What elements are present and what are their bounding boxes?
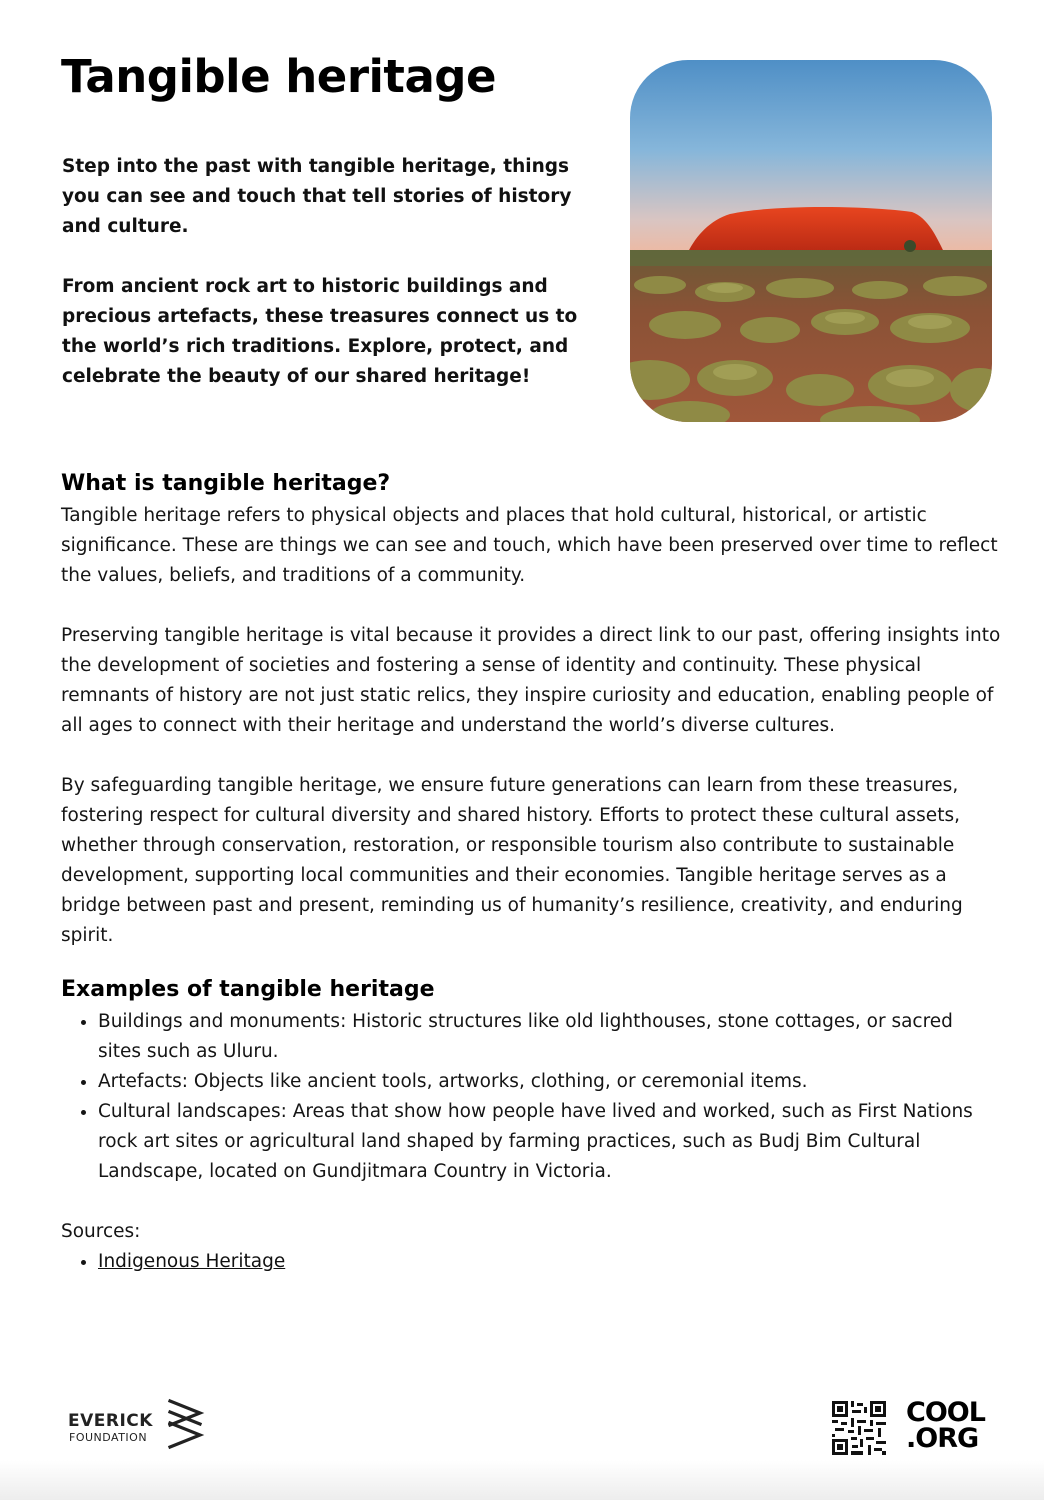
- cool-org-logo: [906, 1397, 996, 1454]
- cool-logo-line2: .ORG: [906, 1423, 979, 1454]
- intro-paragraph-2: From ancient rock art to historic buildings and precious artefacts, these treasures connect us to the world’s rich traditions. Explore, protect, and celebrate the beauty of our shared heritage!: [62, 276, 578, 387]
- main-content: [61, 467, 1001, 1277]
- section1-paragraph: By safeguarding tangible heritage, we ensure future generations can learn from these treasures, fostering respect for cultural diversity and shared history. Efforts to protect these cultural assets, whether through conservation, restoration, or responsible tourism also contribute to sustainable development, supporting local communities and their economies. Tangible heritage serves as a bridge between past and present, reminding us of humanity’s resilience, creativity, and enduring spirit.: [61, 775, 963, 946]
- examples-section: [61, 973, 1001, 1187]
- everick-logo-line1: EVERICK: [68, 1411, 153, 1431]
- intro: [62, 152, 582, 422]
- everick-logo-line2: FOUNDATION: [69, 1431, 148, 1444]
- qr-code-icon: [832, 1401, 886, 1455]
- list-item: [98, 1247, 1001, 1277]
- sources-list: [61, 1247, 1001, 1277]
- sources-label: Sources:: [61, 1221, 141, 1242]
- list-item: • Buildings and monuments: Historic structures like old lighthouses, stone cottages, or sacred sites such as Uluru.: [98, 1007, 1001, 1067]
- examples-list: [61, 1007, 1001, 1187]
- page-bottom-shade: [0, 1460, 1044, 1500]
- list-item: • Cultural landscapes: Areas that show how people have lived and worked, such as First Nations rock art sites or agricultural land shaped by farming practices, such as Budj Bim Cultural Landscape, located on Gundjitmara Country in Victoria.: [98, 1097, 1001, 1187]
- cool-logo-line1: COOL: [906, 1397, 985, 1428]
- everick-chevron-icon: [166, 1398, 206, 1450]
- section-heading-examples: Examples of tangible heritage: [61, 977, 435, 1002]
- page-title: Tangible heritage: [61, 50, 497, 103]
- section-heading-what-is: What is tangible heritage?: [61, 471, 391, 496]
- everick-foundation-logo: [68, 1398, 218, 1450]
- intro-paragraph-1: Step into the past with tangible heritage, things you can see and touch that tell stories of history and culture.: [62, 156, 572, 237]
- section1-paragraph: Tangible heritage refers to physical objects and places that hold cultural, historical, or artistic significance. These are things we can see and touch, which have been preserved over time to reflect the values, beliefs, and traditions of a community.: [61, 505, 998, 586]
- list-item: • Artefacts: Objects like ancient tools, artworks, clothing, or ceremonial items.: [98, 1067, 1001, 1097]
- uluru-illustration: [630, 60, 992, 422]
- uluru-photo: [630, 60, 992, 422]
- indigenous-heritage-link[interactable]: Indigenous Heritage: [98, 1251, 286, 1272]
- sources-section: [61, 1217, 1001, 1277]
- section1-paragraph: Preserving tangible heritage is vital because it provides a direct link to our past, offering insights into the development of societies and fostering a sense of identity and continuity. These physical remnants of history are not just static relics, they inspire curiosity and education, enabling people of all ages to connect with their heritage and understand the world’s diverse cultures.: [61, 625, 1001, 736]
